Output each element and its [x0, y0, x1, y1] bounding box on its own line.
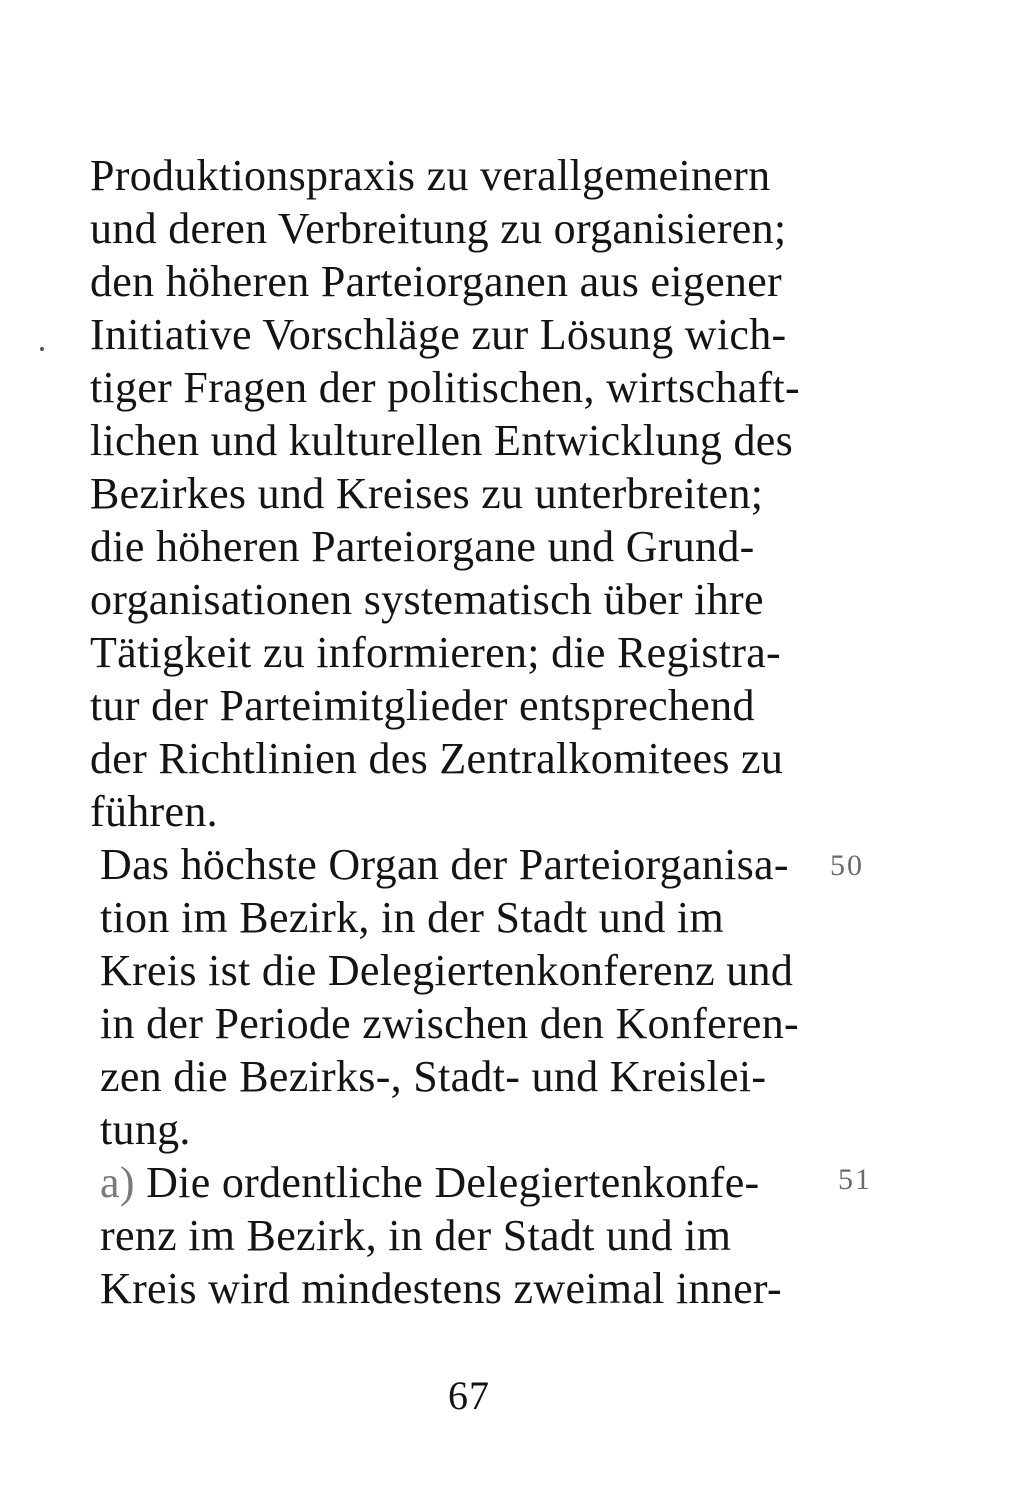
text-line: den höheren Parteiorganen aus eigener [90, 257, 783, 306]
text-line: führen. [90, 787, 218, 836]
marginal-number: 50 [830, 849, 864, 882]
page-number: 67 [448, 1373, 490, 1418]
text-line: tung. [100, 1105, 191, 1154]
text-line: tion im Bezirk, in der Stadt und im [100, 893, 724, 942]
text-line: organisationen systematisch über ihre [90, 575, 764, 624]
text-line: lichen und kulturellen Entwicklung des [90, 416, 794, 465]
marginal-number: 51 [838, 1163, 872, 1196]
list-item-a [100, 1157, 760, 1209]
text-line: Kreis wird mindestens zweimal inner- [100, 1264, 782, 1313]
text-line: renz im Bezirk, in der Stadt und im [100, 1211, 732, 1260]
text-line: Kreis ist die Delegiertenkonferenz und [100, 946, 794, 995]
print-speck [40, 347, 44, 351]
text-line: Initiative Vorschläge zur Lösung wich- [90, 310, 787, 359]
text-line: Tätigkeit zu informieren; die Registra- [90, 628, 782, 677]
text-line: Produktionspraxis zu verallgemeinern [90, 151, 771, 200]
text-line: tiger Fragen der politischen, wirtschaft- [90, 363, 800, 412]
text-line: in der Periode zwischen den Konferen- [100, 999, 799, 1048]
text-line: die höheren Parteiorgane und Grund- [90, 522, 755, 571]
text-line: Bezirkes und Kreises zu unterbreiten; [90, 469, 764, 518]
text-line: und deren Verbreitung zu organisieren; [90, 204, 787, 253]
item-text: Die ordentliche Delegiertenkonfe- [146, 1158, 760, 1207]
text-line: Das höchste Organ der Parteiorganisa- [100, 840, 789, 889]
text-line: der Richtlinien des Zentralkomitees zu [90, 734, 784, 783]
item-label: a) [100, 1158, 135, 1207]
text-line: tur der Parteimitglieder entsprechend [90, 681, 755, 730]
text-line: zen die Bezirks-, Stadt- und Kreislei- [100, 1052, 767, 1101]
